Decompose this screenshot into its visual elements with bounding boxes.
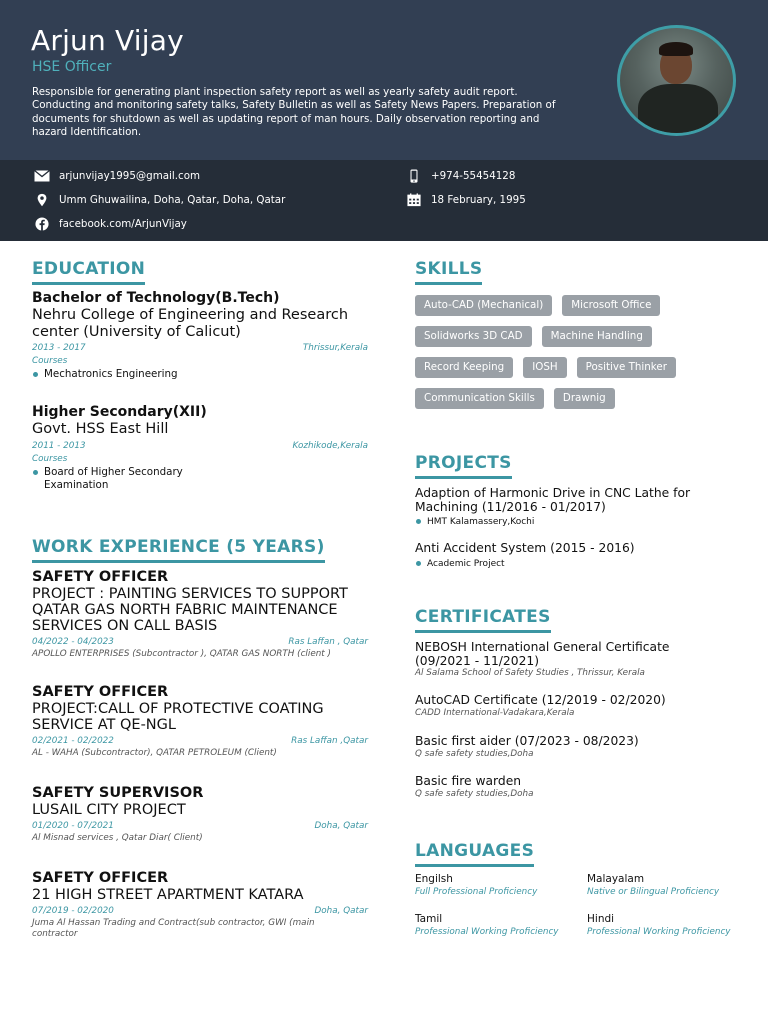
skill-chip: IOSH <box>523 357 566 378</box>
job-role: SAFETY OFFICER <box>32 569 169 585</box>
education-heading: EDUCATION <box>32 259 145 285</box>
education-item <box>32 404 368 492</box>
job-project: LUSAIL CITY PROJECT <box>32 802 186 818</box>
project-item <box>415 542 715 571</box>
job-entry <box>32 785 368 844</box>
certificate-issuer: CADD International-Vadakara,Kerala <box>415 707 575 718</box>
skill-chip: Microsoft Office <box>562 295 660 316</box>
job-entry <box>32 684 368 759</box>
education-location: Thrissur,Kerala <box>302 343 368 353</box>
facebook-icon <box>34 217 50 231</box>
certificate-title: Basic first aider (07/2023 - 08/2023) <box>415 734 639 748</box>
project-detail: HMT Kalamassery,Kochi <box>415 516 715 529</box>
calendar-icon <box>406 193 422 207</box>
language-item <box>587 873 757 898</box>
certificate-item <box>415 735 715 760</box>
languages-heading: LANGUAGES <box>415 841 534 867</box>
profile-photo <box>617 25 736 136</box>
skill-chip: Machine Handling <box>542 326 652 347</box>
skill-chip: Auto-CAD (Mechanical) <box>415 295 552 316</box>
job-project: PROJECT:CALL OF PROTECTIVE COATING SERVICE AT QE-NGL <box>32 701 324 733</box>
certificate-item <box>415 694 715 719</box>
skills-heading: SKILLS <box>415 259 482 285</box>
location-pin-icon <box>34 193 50 207</box>
language-name: Engilsh <box>415 873 453 885</box>
education-location: Kozhikode,Kerala <box>292 440 368 451</box>
certificate-issuer: Al Salama School of Safety Studies , Thrissur, Kerala <box>415 668 645 678</box>
person-name: Arjun Vijay <box>31 24 184 57</box>
course-item: Mechatronics Engineering <box>32 368 368 381</box>
job-project: 21 HIGH STREET APARTMENT KATARA <box>32 887 304 903</box>
courses-label: Courses <box>32 356 68 366</box>
job-location: Ras Laffan ,Qatar <box>291 736 368 746</box>
skill-chip: Drawnig <box>554 388 615 409</box>
certificate-title: NEBOSH International General Certificate (09/2021 - 11/2021) <box>415 640 670 668</box>
school-name: Nehru College of Engineering and Research center (University of Calicut) <box>32 307 349 340</box>
certificate-issuer: Q safe safety studies,Doha <box>415 748 534 759</box>
skill-chip: Solidworks 3D CAD <box>415 326 532 347</box>
resume-header <box>0 0 768 160</box>
project-detail: Academic Project <box>415 558 715 571</box>
address-text: Umm Ghuwailina, Doha, Qatar, Doha, Qatar <box>59 194 286 206</box>
contact-address <box>34 192 285 208</box>
language-item <box>415 873 585 898</box>
job-note: Juma Al Hassan Trading and Contract(sub contractor, GWI (main contractor <box>32 918 315 939</box>
job-dates: 01/2020 - 07/2021 <box>32 821 114 831</box>
skill-chip: Communication Skills <box>415 388 544 409</box>
contact-phone[interactable] <box>406 168 515 184</box>
job-note: AL - WAHA (Subcontractor), QATAR PETROLEUM (Client) <box>32 748 277 758</box>
facebook-text: facebook.com/ArjunVijay <box>59 218 187 230</box>
certificate-title: Basic fire warden <box>415 774 522 788</box>
job-dates: 02/2021 - 02/2022 <box>32 736 114 746</box>
job-note: APOLLO ENTERPRISES (Subcontractor ), QATAR GAS NORTH (client ) <box>32 649 331 659</box>
profile-summary: Responsible for generating plant inspection safety report as well as yearly safety audit report. Conducting and monitoring safety talks, Safety Bulletin as well as Safety News Papers. Preparation of documents for shutdown as well as updating report of man hours. Daily observation reporting and hazard Identification. <box>32 86 556 138</box>
work-experience-heading: WORK EXPERIENCE (5 YEARS) <box>32 537 325 563</box>
education-item <box>32 290 368 381</box>
job-project: PROJECT : PAINTING SERVICES TO SUPPORT QATAR GAS NORTH FABRIC MAINTENANCE SERVICES ON CALL BASIS <box>32 586 348 634</box>
phone-icon <box>406 169 422 183</box>
job-note: Al Misnad services , Qatar Diar( Client) <box>32 833 203 843</box>
contact-dob <box>406 192 526 208</box>
language-name: Tamil <box>415 913 443 925</box>
language-level: Native or Bilingual Proficiency <box>587 887 720 897</box>
job-role: SAFETY OFFICER <box>32 870 169 886</box>
job-dates: 07/2019 - 02/2020 <box>32 906 114 916</box>
courses-label: Courses <box>32 453 68 464</box>
language-level: Professional Working Proficiency <box>415 927 559 937</box>
skill-chip: Record Keeping <box>415 357 513 378</box>
language-name: Hindi <box>587 913 615 925</box>
certificates-heading: CERTIFICATES <box>415 607 551 633</box>
education-dates: 2011 - 2013 <box>32 440 86 451</box>
language-item <box>415 913 585 938</box>
certificate-issuer: Q safe safety studies,Doha <box>415 788 534 799</box>
job-entry <box>32 569 368 660</box>
job-entry <box>32 870 368 940</box>
language-name: Malayalam <box>587 873 645 885</box>
school-name: Govt. HSS East Hill <box>32 421 169 437</box>
email-text: arjunvijay1995@gmail.com <box>59 170 201 182</box>
certificate-item <box>415 641 715 679</box>
contact-email[interactable] <box>34 168 200 184</box>
language-level: Professional Working Proficiency <box>587 927 731 937</box>
degree-title: Bachelor of Technology(B.Tech) <box>32 290 280 306</box>
education-dates: 2013 - 2017 <box>32 343 86 353</box>
skill-chip: Positive Thinker <box>577 357 676 378</box>
job-title: HSE Officer <box>32 59 112 75</box>
job-location: Ras Laffan , Qatar <box>288 637 368 647</box>
job-location: Doha, Qatar <box>314 821 368 831</box>
language-level: Full Professional Proficiency <box>415 887 538 897</box>
course-item: Board of Higher Secondary Examination <box>32 466 202 492</box>
job-dates: 04/2022 - 04/2023 <box>32 637 114 647</box>
envelope-icon <box>34 169 50 183</box>
job-location: Doha, Qatar <box>314 906 368 916</box>
degree-title: Higher Secondary(XII) <box>32 404 207 420</box>
language-item <box>587 913 757 938</box>
project-item <box>415 487 715 529</box>
dob-text: 18 February, 1995 <box>431 194 526 206</box>
job-role: SAFETY SUPERVISOR <box>32 785 204 801</box>
certificate-title: AutoCAD Certificate (12/2019 - 02/2020) <box>415 693 666 707</box>
phone-text: +974-55454128 <box>431 170 516 182</box>
skills-list <box>415 295 715 409</box>
certificate-item <box>415 775 715 800</box>
contact-bar <box>0 160 768 241</box>
projects-heading: PROJECTS <box>415 453 512 479</box>
contact-facebook[interactable] <box>34 216 187 232</box>
job-role: SAFETY OFFICER <box>32 684 169 700</box>
project-title: Adaption of Harmonic Drive in CNC Lathe for Machining (11/2016 - 01/2017) <box>415 486 691 514</box>
project-title: Anti Accident System (2015 - 2016) <box>415 541 635 555</box>
